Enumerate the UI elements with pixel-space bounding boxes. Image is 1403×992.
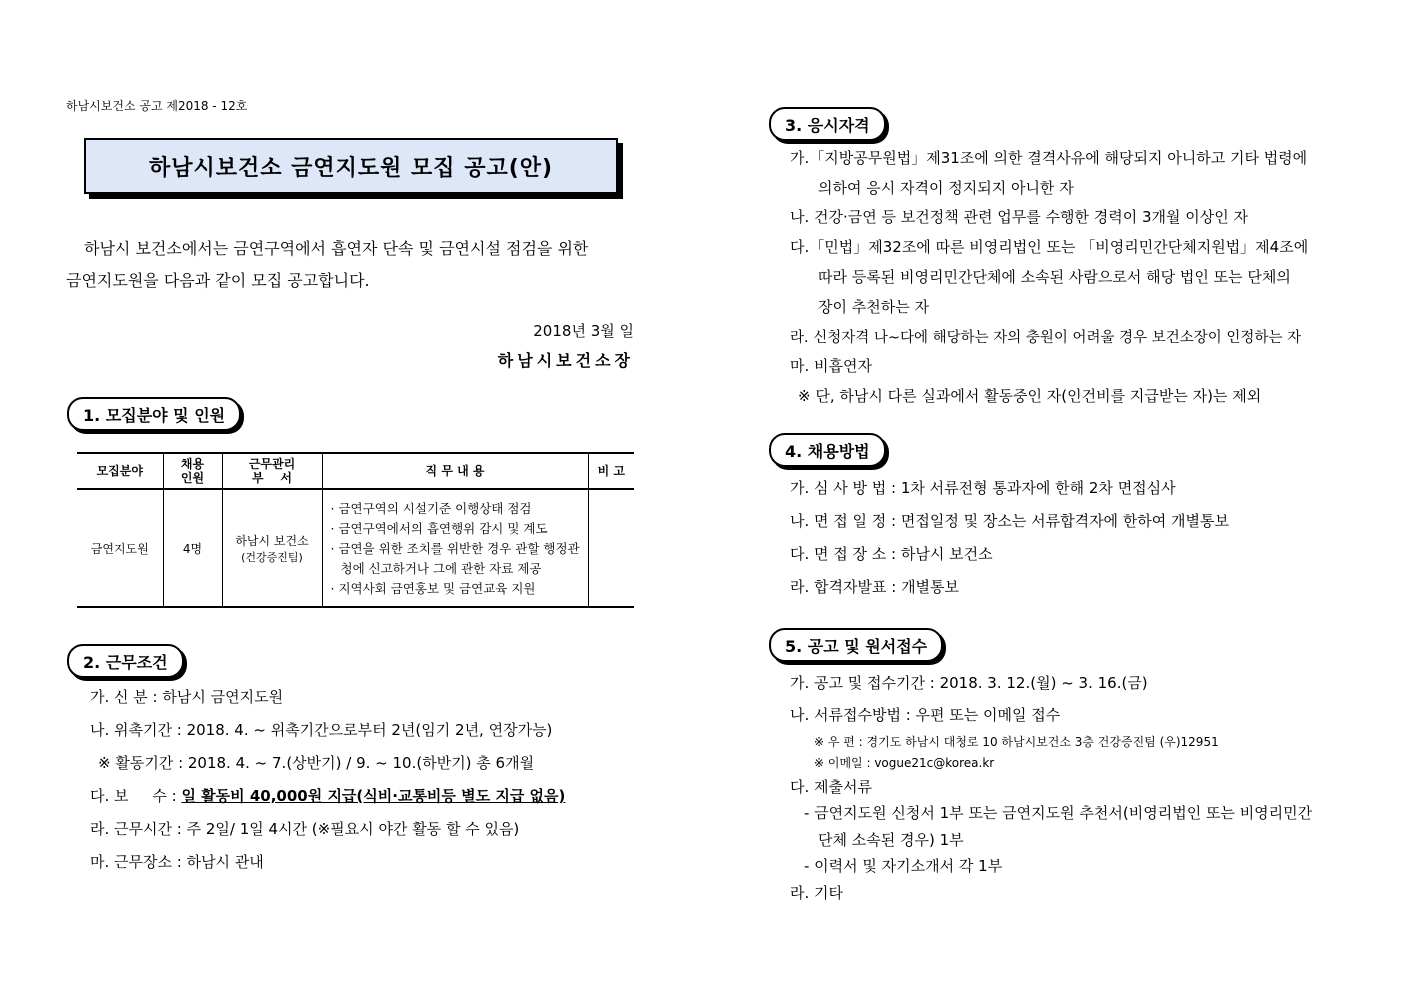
table-row [77,489,634,607]
header-field: 모집분야 [77,453,163,489]
cell-duties [322,489,588,607]
method-da: 다. 면 접 장 소 : 하남시 보건소 [790,545,993,563]
apply-ga: 가. 공고 및 접수기간 : 2018. 3. 12.(월) ~ 3. 16.(금) [790,674,1148,692]
intro-line-1: 하남시 보건소에서는 금연구역에서 흡연자 단속 및 금연시설 점검을 위한 [84,239,589,258]
qual-da-1: 다.「민법」제32조에 따른 비영리법인 또는 「비영리민간단체지원법」제4조에 [790,238,1309,256]
header-duties: 직 무 내 용 [322,453,588,489]
notice-number: 하남시보건소 공고 제2018 - 12호 [66,99,248,113]
issuer: 하남시보건소장 [497,351,634,370]
header-count: 채용 인원 [163,453,222,489]
method-ga: 가. 심 사 방 법 : 1차 서류전형 통과자에 한해 2차 면접심사 [790,479,1176,497]
notice-date: 2018년 3월 일 [533,322,634,340]
condition-place: 마. 근무장소 : 하남시 관내 [90,853,264,871]
recruitment-table [77,452,634,608]
qual-da-3: 장이 추천하는 자 [818,298,929,316]
apply-da: 다. 제출서류 [790,778,872,796]
method-ra: 라. 합격자발표 : 개별통보 [790,578,960,596]
apply-doc-2: - 이력서 및 자기소개서 각 1부 [804,857,1003,875]
duty-item: · 금연을 위한 조치를 위반한 경우 관할 행정관청에 신고하거나 그에 관한 자료 제공 [330,541,580,576]
qual-ga-1: 가.「지방공무원법」제31조에 의한 결격사유에 해당되지 아니하고 기타 법령에 [790,149,1308,167]
cell-count: 4명 [163,489,222,607]
apply-doc-1: - 금연지도원 신청서 1부 또는 금연지도원 추천서(비영리법인 또는 비영리민간 [804,804,1313,822]
qual-note: ※ 단, 하남시 다른 실과에서 활동중인 자(인건비를 지급받는 자)는 제외 [798,387,1262,405]
section-1-heading: 1. 모집분야 및 인원 [67,397,241,431]
condition-term: 나. 위촉기간 : 2018. 4. ~ 위촉기간으로부터 2년(임기 2년, 연장가능) [90,721,553,739]
table-header-row [77,453,634,489]
document-title: 하남시보건소 금연지도원 모집 공고(안) [84,138,618,194]
condition-hours: 라. 근무시간 : 주 2일/ 1일 4시간 (※필요시 야간 활동 할 수 있음) [90,820,520,838]
apply-email: ※ 이메일 : vogue21c@korea.kr [814,756,995,770]
section-4-heading: 4. 채용방법 [769,433,886,467]
header-remarks: 비 고 [588,453,634,489]
duty-item: · 금연구역에서의 흡연행위 감시 및 계도 [330,521,548,536]
section-2-heading: 2. 근무조건 [67,644,184,678]
apply-ra: 라. 기타 [790,884,844,902]
qual-da-2: 따라 등록된 비영리민간단체에 소속된 사람으로서 해당 법인 또는 단체의 [818,268,1291,286]
header-dept: 근무관리 부 서 [222,453,322,489]
cell-remarks [588,489,634,607]
intro-line-2: 금연지도원을 다음과 같이 모집 공고합니다. [66,271,370,290]
pay-value: 일 활동비 40,000원 지급(식비·교통비등 별도 지급 없음) [181,787,566,805]
duty-item: · 지역사회 금연홍보 및 금연교육 지원 [330,581,536,596]
method-na: 나. 면 접 일 정 : 면접일정 및 장소는 서류합격자에 한하여 개별통보 [790,512,1230,530]
section-3-heading: 3. 응시자격 [769,107,886,141]
apply-doc-1-cont: 단체 소속된 경우) 1부 [818,831,964,849]
qual-ra: 라. 신청자격 나~다에 해당하는 자의 충원이 어려울 경우 보건소장이 인정하는 자 [790,330,1302,346]
duty-item: · 금연구역의 시설기준 이행상태 점검 [330,501,532,516]
condition-status: 가. 신 분 : 하남시 금연지도원 [90,688,284,706]
apply-na: 나. 서류접수방법 : 우편 또는 이메일 접수 [790,706,1061,724]
condition-activity: ※ 활동기간 : 2018. 4. ~ 7.(상반기) / 9. ~ 10.(하반기) 총 6개월 [98,754,535,772]
qual-ga-2: 의하여 응시 자격이 정지되지 아니한 자 [818,179,1074,197]
qual-na: 나. 건강·금연 등 보건정책 관련 업무를 수행한 경력이 3개월 이상인 자 [790,208,1248,226]
cell-dept: 하남시 보건소 (건강증진팀) [222,489,322,607]
section-5-heading: 5. 공고 및 원서접수 [769,628,943,662]
cell-field: 금연지도원 [77,489,163,607]
apply-mail: ※ 우 편 : 경기도 하남시 대청로 10 하남시보건소 3층 건강증진팀 (우)12951 [814,735,1219,749]
condition-pay: 다. 보 수 : 일 활동비 40,000원 지급(식비·교통비등 별도 지급 없음) [90,787,566,805]
qual-ma: 마. 비흡연자 [790,357,872,375]
